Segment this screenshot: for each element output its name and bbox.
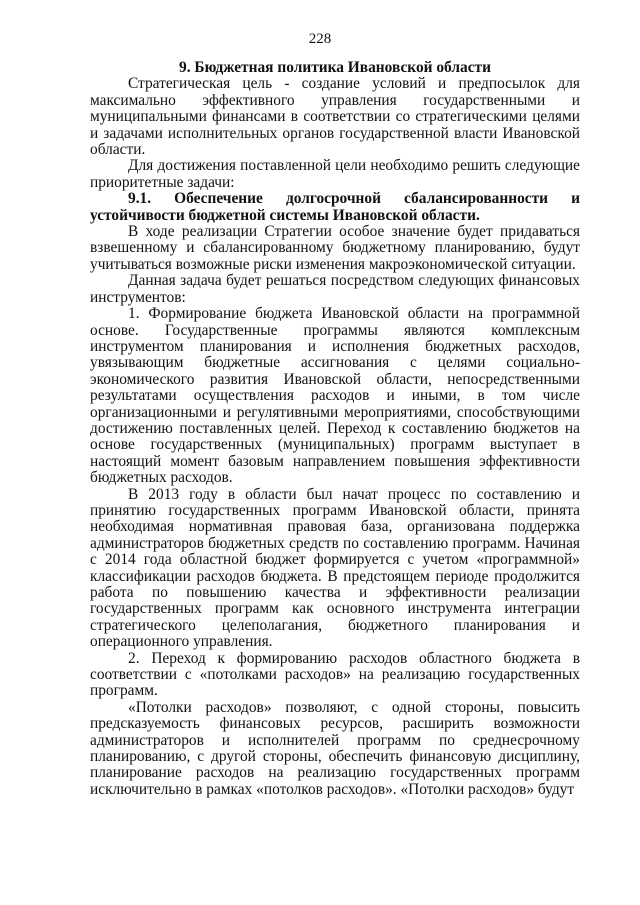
section-heading: 9. Бюджетная политика Ивановской области	[179, 59, 491, 76]
page-body	[90, 60, 580, 798]
paragraph-strategic-goal: Стратегическая цель - создание условий и предпосылок для максимально эффективного управления государственными и муниципальными финансами в соответствии со стратегическими целями и задачами исполнительных органов государственной власти Ивановской области.	[90, 75, 580, 159]
page-number: 228	[308, 31, 332, 47]
paragraph-spending-ceilings-benefits: «Потолки расходов» позволяют, с одной стороны, повысить предсказуемость финансовых ресурсов, расширить возможности администраторов и исполнителей программ по среднесрочному планированию, с другой стороны, обеспечить финансовую дисциплину, планирование расходов на реализацию государственных программ исключительно в рамках «потолков расходов». «Потолки расходов» будут	[90, 698, 580, 798]
paragraph-spending-ceilings-transition: 2. Переход к формированию расходов областного бюджета в соответствии с «потолками расходов» на реализацию государственных программ.	[90, 649, 580, 700]
subsection-heading-9-1: 9.1. Обеспечение долгосрочной сбалансированности и устойчивости бюджетной системы Ивановской области.	[90, 190, 580, 224]
paragraph-program-based-budget: 1. Формирование бюджета Ивановской области на программной основе. Государственные программы являются комплексным инструментом планирования и исполнения бюджетных расходов, увязывающим бюджетные ассигнования с целями социально-экономического развития Ивановской области, непосредственными результатами осуществления расходов и иными, в том числе организационными и регулятивными мероприятиями, способствующими достижению поставленных целей. Переход к составлению бюджетов на основе государственных (муниципальных) программ выступает в настоящий момент базовым направлением повышения эффективности бюджетных расходов.	[90, 305, 580, 487]
paragraph-priority-tasks-intro: Для достижения поставленной цели необходимо решить следующие приоритетные задачи:	[90, 157, 580, 191]
paragraph-budget-planning: В ходе реализации Стратегии особое значение будет придаваться взвешенному и сбалансированному бюджетному планированию, будут учитываться возможные риски изменения макроэкономической ситуации.	[90, 223, 580, 273]
paragraph-2013-programs: В 2013 году в области был начат процесс по составлению и принятию государственных программ Ивановской области, принята необходимая нормативная правовая база, организована поддержка администраторов бюджетных средств по составлению программ. Начиная с 2014 года областной бюджет формируется с учетом «программной» классификации расходов бюджета. В предстоящем периоде продолжится работа по повышению качества и эффективности реализации государственных программ как основного инструмента интеграции стратегического целеполагания, бюджетного планирования и операционного управления.	[90, 485, 580, 651]
paragraph-financial-instruments-intro: Данная задача будет решаться посредством следующих финансовых инструментов:	[90, 272, 580, 306]
